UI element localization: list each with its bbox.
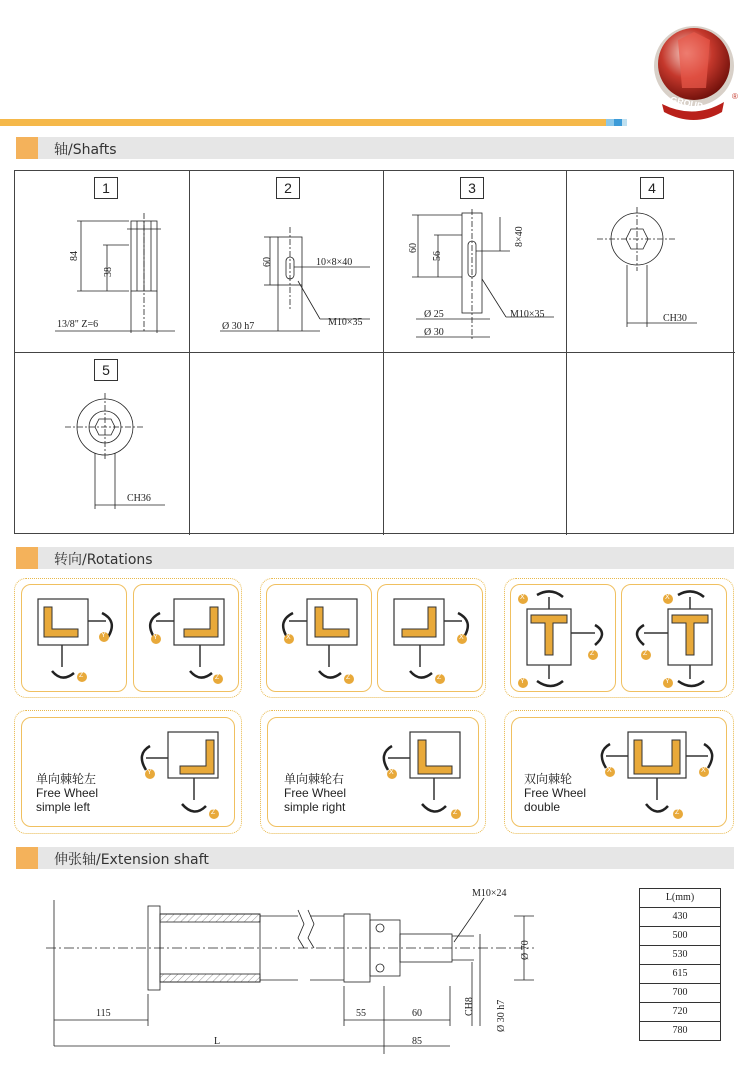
header-rule bbox=[0, 119, 606, 126]
wrench-size: CH8 bbox=[464, 997, 475, 1016]
axis-label: Z bbox=[590, 650, 595, 657]
length-table bbox=[639, 888, 721, 1041]
axis-label: X bbox=[701, 767, 706, 774]
axis-label: X bbox=[389, 769, 394, 776]
dim-84: 84 bbox=[69, 251, 80, 261]
freewheel-en: double bbox=[524, 800, 561, 814]
freewheel-en: simple right bbox=[284, 800, 346, 814]
section-header-extension bbox=[16, 847, 734, 869]
axis-label: Z bbox=[675, 809, 680, 816]
shaft-number: 1 bbox=[94, 177, 118, 199]
section-header-shafts bbox=[16, 137, 734, 159]
section-title: 轴/Shafts bbox=[54, 142, 117, 158]
shaft-cell-empty bbox=[567, 353, 735, 535]
length-table-row: 530 bbox=[640, 946, 720, 965]
axis-label: Z bbox=[453, 809, 458, 816]
length-table-row: 500 bbox=[640, 927, 720, 946]
spline-spec: 13/8" Z=6 bbox=[57, 319, 99, 330]
axis-label: Y bbox=[520, 678, 525, 685]
rotation-diagram bbox=[133, 584, 239, 692]
axis-label: Y bbox=[101, 632, 106, 639]
freewheel-double-box bbox=[511, 717, 727, 827]
shaft-number: 4 bbox=[640, 177, 664, 199]
axis-label: Z bbox=[215, 674, 220, 681]
shaft-cell-3 bbox=[384, 171, 567, 353]
freewheel-group-left bbox=[14, 710, 242, 834]
freewheel-cn: 双向棘轮 bbox=[524, 772, 573, 786]
shaft-cell-5 bbox=[15, 353, 190, 535]
section-marker bbox=[16, 547, 38, 569]
shaft-cell-empty bbox=[190, 353, 384, 535]
diameter-spec: Ø 30 h7 bbox=[222, 321, 255, 332]
freewheel-cn: 单向棘轮左 bbox=[36, 772, 97, 786]
logo bbox=[650, 12, 742, 124]
freewheel-en: Free Wheel bbox=[524, 786, 587, 800]
freewheel-group-right bbox=[260, 710, 486, 834]
diameter-70: Ø 70 bbox=[520, 940, 531, 960]
axis-label: Z bbox=[211, 809, 216, 816]
axis-label: X bbox=[520, 594, 525, 601]
key-spec: 8×40 bbox=[514, 226, 525, 247]
axis-label: X bbox=[607, 767, 612, 774]
section-marker bbox=[16, 847, 38, 869]
length-table-row: 780 bbox=[672, 1025, 688, 1036]
shaft-number: 5 bbox=[94, 359, 118, 381]
dim-60: 60 bbox=[412, 1008, 422, 1019]
header-rule-accent bbox=[622, 119, 627, 126]
dim-85: 85 bbox=[412, 1036, 422, 1047]
extension-shaft-drawing bbox=[14, 876, 554, 1060]
axis-label: Z bbox=[437, 674, 442, 681]
logo-registered-mark: ® bbox=[732, 92, 738, 101]
freewheel-cn: 单向棘轮右 bbox=[284, 772, 345, 786]
wrench-size: CH36 bbox=[127, 493, 151, 504]
screw-spec: M10×24 bbox=[472, 888, 507, 899]
freewheel-en: Free Wheel bbox=[36, 786, 99, 800]
rotation-diagram bbox=[621, 584, 727, 692]
dim-38: 38 bbox=[103, 267, 114, 277]
screw-spec: M10×35 bbox=[510, 309, 545, 320]
wrench-size: CH30 bbox=[663, 313, 687, 324]
length-table-row: 615 bbox=[640, 965, 720, 984]
section-header-rotations bbox=[16, 547, 734, 569]
dim-115: 115 bbox=[96, 1008, 111, 1019]
freewheel-right-label bbox=[284, 772, 346, 814]
shaft-number: 2 bbox=[276, 177, 300, 199]
freewheel-group-double bbox=[504, 710, 734, 834]
axis-label: Z bbox=[346, 674, 351, 681]
shaft-cell-2 bbox=[190, 171, 384, 353]
shaft-table bbox=[14, 170, 734, 534]
freewheel-left-label bbox=[36, 772, 98, 814]
dim-56: 56 bbox=[432, 251, 443, 261]
rotation-diagram bbox=[510, 584, 616, 692]
section-marker bbox=[16, 137, 38, 159]
dim-60: 60 bbox=[262, 257, 273, 267]
diameter-b: Ø 30 bbox=[424, 327, 444, 338]
header-rule-accent bbox=[614, 119, 622, 126]
shaft-number: 3 bbox=[460, 177, 484, 199]
axis-label: Y bbox=[153, 634, 158, 641]
freewheel-double-label bbox=[524, 772, 586, 814]
header-rule-accent bbox=[606, 119, 614, 126]
shaft-cell-4 bbox=[567, 171, 735, 353]
screw-spec: M10×35 bbox=[328, 317, 363, 328]
section-title: 转向/Rotations bbox=[54, 552, 153, 568]
axis-label: Z bbox=[643, 650, 648, 657]
dim-length: L bbox=[214, 1036, 221, 1047]
logo-text: GROUP bbox=[669, 94, 704, 112]
axis-label: X bbox=[665, 594, 670, 601]
freewheel-right-box bbox=[267, 717, 479, 827]
length-table-row: 700 bbox=[640, 984, 720, 1003]
freewheel-en: Free Wheel bbox=[284, 786, 347, 800]
axis-label: Y bbox=[147, 769, 152, 776]
freewheel-left-box bbox=[21, 717, 235, 827]
length-table-row: 720 bbox=[640, 1003, 720, 1022]
shaft-cell-empty bbox=[384, 353, 567, 535]
length-table-header: L(mm) bbox=[640, 889, 720, 908]
rotation-diagram bbox=[377, 584, 483, 692]
rotation-diagram bbox=[21, 584, 127, 692]
dim-55: 55 bbox=[356, 1008, 366, 1019]
axis-label: Z bbox=[79, 672, 84, 679]
shaft-cell-1 bbox=[15, 171, 190, 353]
axis-label: X bbox=[286, 634, 291, 641]
dim-60: 60 bbox=[408, 243, 419, 253]
key-spec: 10×8×40 bbox=[316, 257, 353, 268]
axis-label: Y bbox=[665, 678, 670, 685]
rotation-diagram bbox=[266, 584, 372, 692]
section-title: 伸张轴/Extension shaft bbox=[54, 852, 209, 868]
diameter-30: Ø 30 h7 bbox=[496, 999, 507, 1032]
axis-label: X bbox=[459, 634, 464, 641]
length-table-row: 430 bbox=[640, 908, 720, 927]
freewheel-en: simple left bbox=[36, 800, 91, 814]
diameter-a: Ø 25 bbox=[424, 309, 444, 320]
